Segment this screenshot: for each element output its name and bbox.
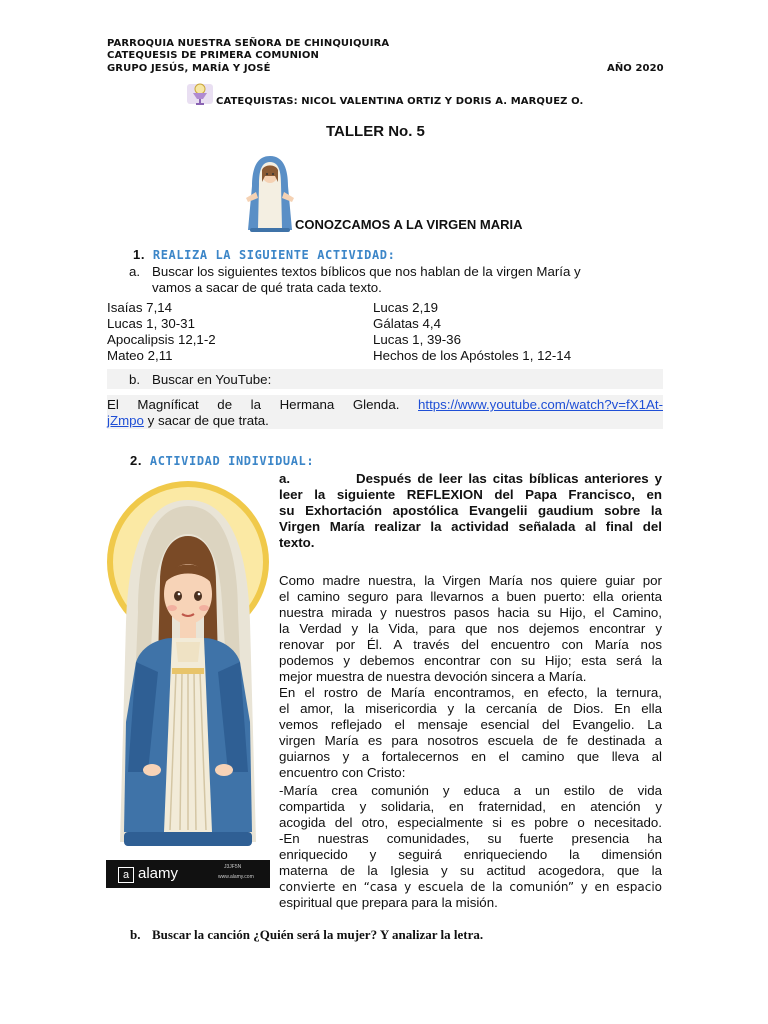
paragraph-line: materna de la Iglesia y su actitud acogedora, que la (279, 863, 662, 878)
paragraph-line: nuestra mirada y nuestros pasos hacia su Hijo, el Camino, (279, 605, 662, 620)
section-2-heading (130, 453, 314, 468)
instruction-line5: texto. (279, 535, 315, 550)
catechists: CATEQUISTAS: NICOL VALENTINA ORTIZ Y DORIS A. MARQUEZ O. (216, 96, 584, 107)
citation: Hechos de los Apóstoles 1, 12-14 (373, 348, 572, 363)
section-1-title: REALIZA LA SIGUIENTE ACTIVIDAD: (152, 248, 396, 262)
paragraph-line: podemos y debemos encontrar con su Hijo; esta será la (279, 653, 662, 668)
citation: Lucas 2,19 (373, 300, 439, 315)
alamy-brand: alamy (138, 865, 179, 882)
reflection-paragraph-1 (279, 573, 662, 685)
paragraph-line: virgen María es para nosotros escuela de fe destinada a (279, 733, 662, 748)
section-1-item-b-marker: b. (129, 372, 141, 387)
section-2-item-b-marker: b. (130, 927, 141, 942)
group-name: GRUPO JESÚS, MARÍA Y JOSÉ (107, 63, 271, 74)
chalice-icon (186, 82, 216, 108)
paragraph-line: vemos reflejado el mensaje esencial del Evangelio. La (279, 717, 662, 732)
magnificat-suffix: y sacar de que trata. (147, 413, 269, 428)
magnificat-line2 (107, 413, 269, 429)
section-1-heading (133, 247, 395, 262)
paragraph-line: enriquecido y seguirá enriqueciendo la dimensión (279, 847, 662, 862)
paragraph-line: -María crea comunión y educa a un estilo de vida (279, 783, 662, 798)
section-1-item-a-line2: vamos a sacar de qué trata cada texto. (152, 280, 382, 295)
magnificat-prefix: El Magníficat de la Hermana Glenda. (107, 397, 400, 412)
reflection-paragraph-2 (279, 685, 662, 781)
paragraph-line: -En nuestras comunidades, su fuerte presencia ha (279, 831, 662, 846)
section-2-item-b-text: Buscar la canción ¿Quién será la mujer? Y analizar la letra. (152, 927, 484, 942)
paragraph-line: convierte en “casa y escuela de la comunión” y en espacio (279, 880, 662, 894)
section-1-number: 1. (133, 247, 146, 262)
paragraph-line: el camino seguro para llevarnos a buen puerto: ella orienta (279, 589, 662, 604)
paragraph-line: Como madre nuestra, la Virgen María nos quiere guiar por (279, 573, 662, 588)
instruction-line3: su Exhortación apostólica Evangelii gaudium sobre la (279, 503, 662, 518)
paragraph-line: acogida del otro, especialmente si es pobre o necesitado. (279, 815, 662, 830)
citation: Apocalipsis 12,1-2 (107, 332, 216, 347)
instruction-line1: Después de leer las citas bíblicas anteriores y (356, 471, 662, 486)
section-1-item-a-line1: Buscar los siguientes textos bíblicos que nos hablan de la virgen María y (152, 264, 581, 279)
paragraph-line: mejor muestra de nuestra devoción sincera a María. (279, 669, 587, 684)
paragraph-line: compartida y solidaria, en fraternidad, en atención y (279, 799, 662, 814)
catechesis-name: CATEQUESIS DE PRIMERA COMUNION (107, 50, 319, 61)
page-title: TALLER No. 5 (326, 123, 425, 140)
magnificat-line1 (107, 397, 663, 413)
citation: Mateo 2,11 (107, 348, 173, 363)
alamy-watermark-bar (106, 860, 270, 888)
paragraph-line: espiritual que prepara para la misión. (279, 895, 498, 910)
paragraph-line: la Verdad y la Vida, para que nos dejemos encontrar y (279, 621, 662, 636)
section-1-item-a-marker: a. (129, 264, 141, 279)
citation: Gálatas 4,4 (373, 316, 442, 331)
virgin-mary-illustration (106, 472, 270, 888)
alamy-image-id: J3JF5N (224, 864, 242, 870)
citations-left (107, 300, 216, 364)
paragraph-line: guiarnos y a fortalecernos en el camino que lleva al (279, 749, 662, 764)
section-2-item-a-marker: a. (279, 471, 291, 486)
year: AÑO 2020 (607, 63, 664, 74)
citation: Lucas 1, 39-36 (373, 332, 461, 347)
section-2-number: 2. (130, 453, 143, 468)
paragraph-line: el amor, la misericordia y la cercanía de Dios. En ella (279, 701, 662, 716)
subtitle: CONOZCAMOS A LA VIRGEN MARIA (295, 217, 523, 232)
magnificat-link[interactable]: https://www.youtube.com/watch?v=fX1At- (418, 397, 663, 412)
paragraph-line: En el rostro de María encontramos, en efecto, la ternura, (279, 685, 662, 700)
paragraph-line: encuentro con Cristo: (279, 765, 406, 780)
reflection-paragraph-3 (279, 783, 662, 911)
citations-right (373, 300, 571, 364)
section-2-title: ACTIVIDAD INDIVIDUAL: (149, 454, 315, 468)
alamy-logo-icon: a (118, 867, 134, 883)
citation: Isaías 7,14 (107, 300, 173, 315)
alamy-url: www.alamy.com (218, 874, 254, 880)
parish-name: PARROQUIA NUESTRA SEÑORA DE CHINQUIQUIRA (107, 38, 390, 49)
instruction-line4: Virgen María realizar la actividad señalada al final del (279, 519, 662, 534)
citation: Lucas 1, 30-31 (107, 316, 195, 331)
instruction-line2: leer la siguiente REFLEXION del Papa Francisco, en (279, 487, 662, 502)
section-1-item-b-text: Buscar en YouTube: (152, 372, 272, 387)
magnificat-link-continued[interactable]: jZmpo (107, 413, 144, 428)
virgin-mary-small-illustration (240, 152, 300, 234)
paragraph-line: renovar por Él. A través del encuentro con María nos (279, 637, 662, 652)
